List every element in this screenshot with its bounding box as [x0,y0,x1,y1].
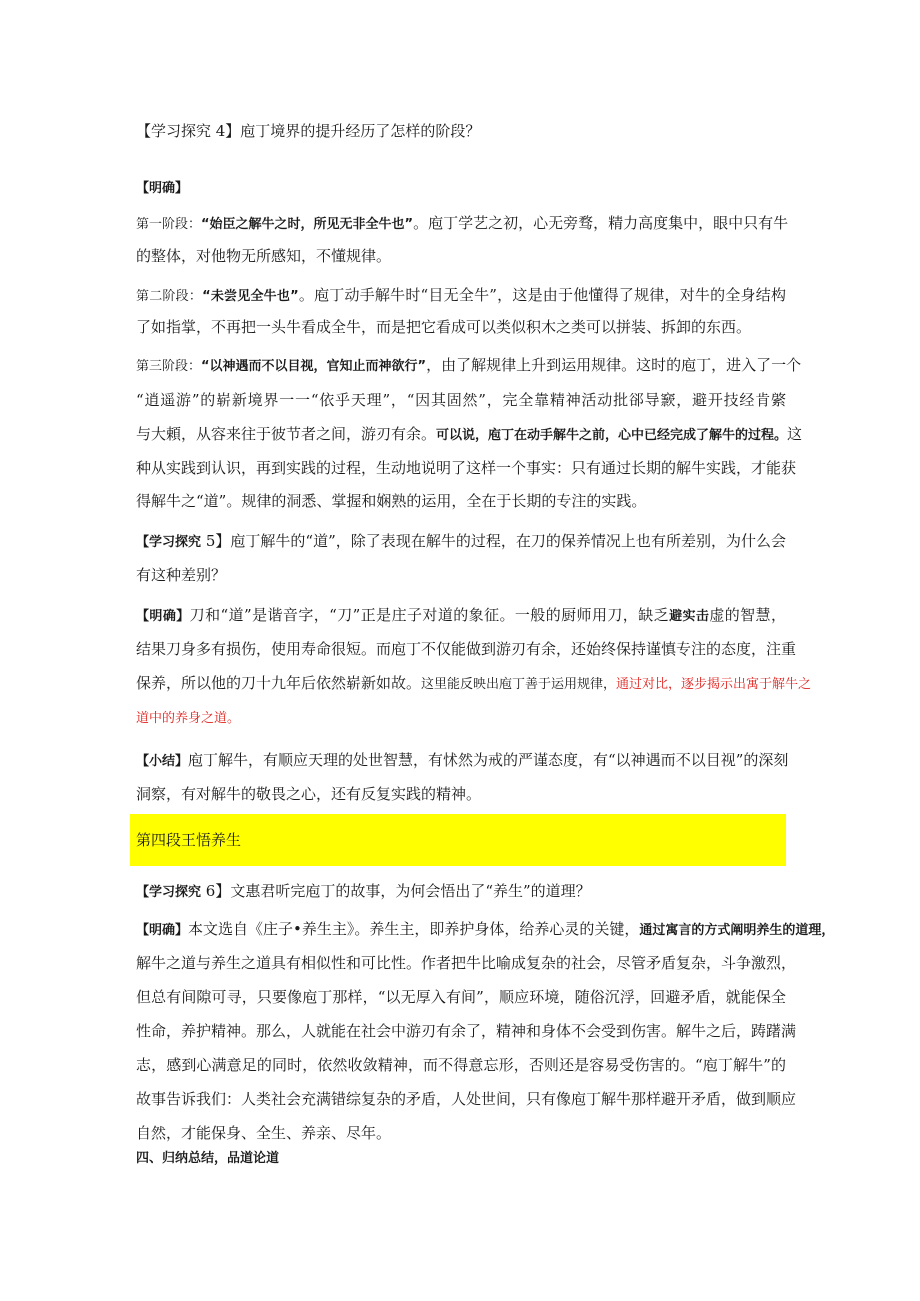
clarify-label-4: 【明确】 [136,181,189,196]
stage-1-text: 。庖丁学艺之初，心无旁骛，精力高度集中，眼中只有牛 [413,214,789,232]
stage-2-line-1 [136,284,786,308]
question-6-label: 【学习探究 [136,885,202,900]
stage-3-label: 第三阶段： [136,359,202,374]
summary-line-1 [136,749,789,773]
answer-6-line-6: 故事告诉我们：人类社会充满错综复杂的矛盾，人处世间，只有像庖丁解牛那样避开矛盾，做到顺应 [136,1090,797,1108]
answer-5-line-2: 结果刀身多有损伤，使用寿命很短。而庖丁不仅能做到游刃有余，还始终保持谨慎专注的态度，注重 [136,640,797,658]
answer-5-bold-term: 避实击 [669,609,710,624]
answer-5-line-1-a: 刀和“道”是谐音字，“刀”正是庄子对道的象征。一般的厨师用刀，缺乏 [189,606,670,624]
stage-3-line-3 [136,423,803,447]
question-6-text: 文惠君听完庖丁的故事，为何会悟出了“养生”的道理？ [230,882,591,900]
stage-1-quote: “始臣之解牛之时，所见无非全牛也” [201,217,414,232]
answer-6-line-1 [136,918,835,942]
stage-1-label: 第一阶段： [136,217,202,232]
summary-line-2: 洞察，有对解牛的敬畏之心，还有反复实践的精神。 [136,785,482,803]
answer-5-red-remark: 通过对比，逐步揭示出寓于解牛之 [616,677,812,692]
question-4: 【学习探究 4】庖丁境界的提升经历了怎样的阶段？ [136,122,481,140]
answer-5-line-4: 道中的养身之道。 [136,711,241,726]
answer-5-line-1-c: 虚的智慧， [709,606,786,624]
stage-3-quote: “以神遇而不以目视，官知止而神欲行” [201,359,427,374]
stage-3-line-3-a: 与大頼，从容来往于彼节者之间，游刃有余。 [136,425,437,443]
highlighted-heading: 第四段王悟养生 [136,831,242,849]
stage-2-quote: “未尝见全牛也” [202,289,299,304]
question-6-line-1 [136,880,786,904]
answer-5-line-3 [136,672,812,696]
stage-3-line-4: 种从实践到认识，再到实践的过程，生动地说明了这样一个事实：只有通过长期的解牛实践，才能获 [136,459,797,477]
stage-1-line-1 [136,212,789,236]
answer-6-line-2: 解牛之道与养生之道具有相似性和可比性。作者把牛比喻成复杂的社会，尽管矛盾复杂，斗争激烈， [136,954,797,972]
next-section-heading: 四、归纳总结，品道论道 [136,1151,280,1166]
answer-6-line-5: 志，感到心满意足的同时，依然收敛精神，而不得意忘形，否则还是容易受伤害的。“庖丁解牛”的 [136,1056,786,1074]
stage-1-line-2: 的整体，对他物无所感知，不懂规律。 [136,247,392,265]
question-5-num: 5】 [201,532,231,550]
summary-text: 庖丁解牛，有顺应天理的处世智慧，有怵然为戒的严谨态度，有“以神遇而不以目视”的深刻 [188,751,789,769]
stage-3-text: ，由了解规律上升到运用规律。这时的庖丁，进入了一个 [426,356,802,374]
question-6-num: 6】 [201,882,231,900]
stage-3-line-3-c: 这 [787,425,803,443]
answer-6-line-4: 性命，养护精神。那么，人就能在社会中游刃有余了，精神和身体不会受到伤害。解牛之后，踌躇满 [136,1022,797,1040]
answer-6-line-3: 但总有间隙可寻，只要像庖丁那样，“以无厚入有间”，顺应环境，随俗沉浮，回避矛盾，就能保全 [136,988,786,1006]
stage-3-line-2: “逍遥游”的崭新境界一一“依乎天理”，“因其固然”，完全靠精神活动批郤导窾，避开技经肯綮 [136,391,786,409]
question-5-text: 庖丁解牛的“道”，除了表现在解牛的过程，在刀的保养情况上也有所差别，为什么会 [230,532,787,550]
stage-2-text: 。庖丁动手解牛时“目无全牛”，这是由于他懂得了规律，对牛的全身结构 [298,286,786,304]
answer-6-line-1-a: 本文选自《庄子•养生主》。养生主，即养护身体，给养心灵的关键， [188,920,640,938]
question-5-label: 【学习探究 [136,535,202,550]
stage-3-line-5: 得解牛之“道”。规律的洞悉、掌握和娴熟的运用，全在于长期的专注的实践。 [136,492,647,510]
stage-3-line-1 [136,354,802,378]
stage-2-label: 第二阶段： [136,289,203,304]
answer-5-line-1 [136,604,786,628]
answer-6-line-7: 自然，才能保身、全生、养亲、尽年。 [136,1124,392,1142]
question-5-line-1 [136,530,786,554]
summary-label: 【小结】 [136,754,189,769]
highlighted-heading-bar [130,814,786,866]
answer-6-bold-remark: 通过寓言的方式阐明养生的道理， [639,923,835,938]
answer-5-line-3-a: 保养，所以他的刀十九年后依然崭新如故。 [136,674,422,692]
stage-2-line-2: 了如指掌，不再把一头牛看成全牛，而是把它看成可以类似积木之类可以拼装、拆卸的东西。 [136,318,752,336]
answer-5-remark: 这里能反映出庖丁善于运用规律， [421,677,617,692]
stage-3-bold-remark: 可以说，庖丁在动手解牛之前，心中已经完成了解牛的过程。 [436,428,788,443]
clarify-label-5: 【明确】 [136,609,190,624]
question-5-line-2: 有这种差别？ [136,566,227,584]
clarify-label-6: 【明确】 [136,923,189,938]
